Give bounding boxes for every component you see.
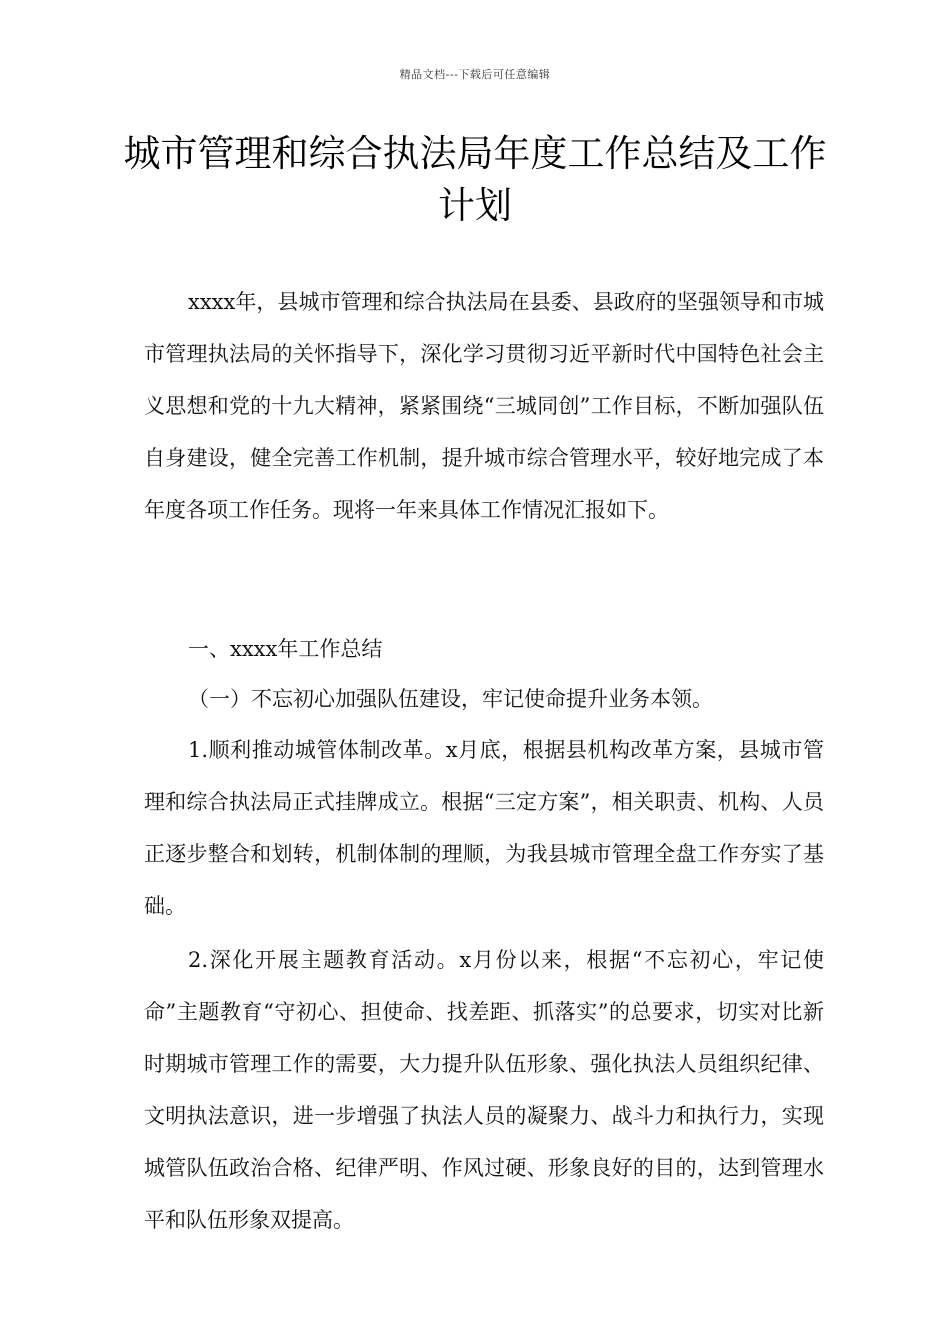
intro-paragraph: xxxx年，县城市管理和综合执法局在县委、县政府的坚强领导和市城市管理执法局的关怀指导下，深化学习贯彻习近平新时代中国特色社会主义思想和党的十九大精神，紧紧围绕“三城同创”工作目标，不断加强队伍自身建设，健全完善工作机制，提升城市综合管理水平，较好地完成了本年度各项工作任务。现将一年来具体工作情况汇报如下。 <box>144 290 824 522</box>
document-title: 城市管理和综合执法局年度工作总结及工作计划 <box>123 132 827 227</box>
section-heading: 一、xxxx年工作总结 <box>188 637 383 661</box>
item-paragraph-2: 2.深化开展主题教育活动。x月份以来，根据“不忘初心，牢记使命”主题教育“守初心、担使命、找差距、抓落实”的总要求，切实对比新时期城市管理工作的需要，大力提升队伍形象、强化执法人员组织纪律、文明执法意识，进一步增强了执法人员的凝聚力、战斗力和执行力，实现城管队伍政治合格、纪律严明、作风过硬、形象良好的目的，达到管理水平和队伍形象双提高。 <box>144 948 824 1232</box>
header-note: 精品文档---下载后可任意编辑 <box>399 68 551 81</box>
item-paragraph-1: 1.顺利推动城管体制改革。x月底，根据县机构改革方案，县城市管理和综合执法局正式挂牌成立。根据“三定方案”，相关职责、机构、人员正逐步整合和划转，机制体制的理顺，为我县城市管理全盘工作夯实了基础。 <box>144 738 824 918</box>
subsection-heading: （一）不忘初心加强队伍建设，牢记使命提升业务本领。 <box>188 687 713 711</box>
